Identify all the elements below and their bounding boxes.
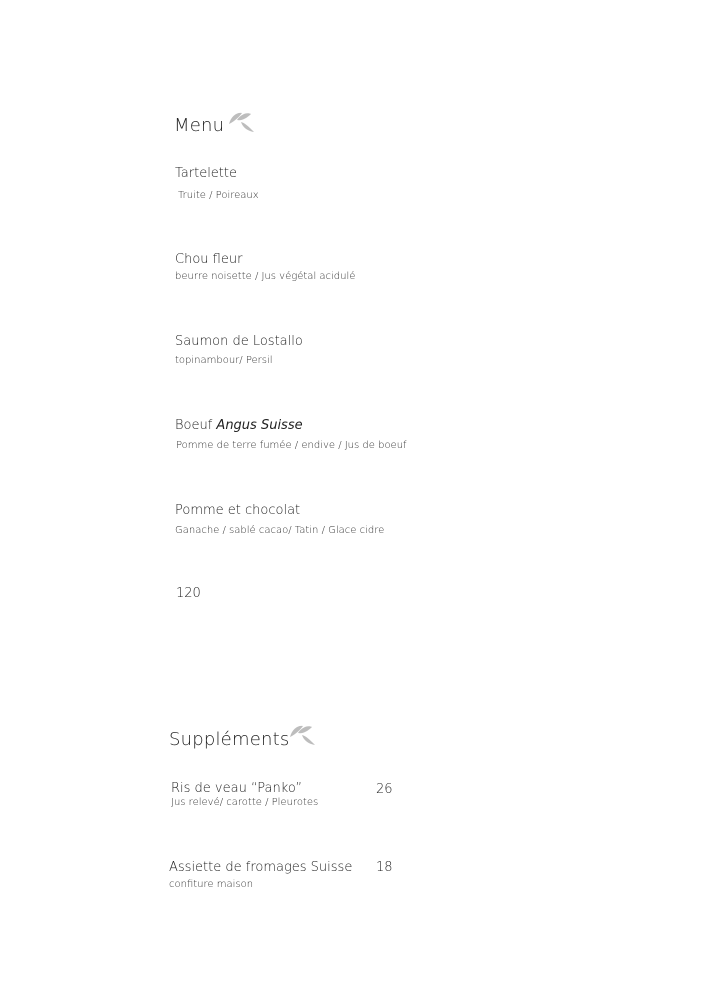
- dish-description: topinambour/ Persil: [175, 355, 273, 366]
- menu-title: Menu: [174, 115, 225, 136]
- dish-name: Pomme et chocolat: [175, 503, 301, 518]
- dish-name-main: Boeuf: [175, 418, 213, 433]
- dish-name-emphasis: Angus Suisse: [216, 418, 303, 433]
- supplement-name: Assiette de fromages Suisse: [169, 860, 353, 875]
- dish-description: beurre noisette / Jus végétal acidulé: [175, 271, 356, 282]
- dish-name: Chou fleur: [175, 252, 243, 267]
- supplement-price: 18: [376, 860, 393, 875]
- supplement-name: Ris de veau “Panko”: [171, 781, 303, 796]
- leaf-icon: [288, 723, 318, 747]
- dish-name: Saumon de Lostallo: [175, 334, 303, 349]
- supplement-description: confiture maison: [169, 879, 254, 890]
- dish-description: Truite / Poireaux: [178, 190, 259, 201]
- supplement-price: 26: [376, 782, 393, 797]
- dish-description: Ganache / sablé cacao/ Tatin / Glace cidre: [175, 525, 385, 536]
- supplement-description: Jus relevé/ carotte / Pleurotes: [171, 797, 319, 808]
- dish-name: [175, 418, 303, 433]
- leaf-icon: [227, 110, 257, 134]
- dish-description: Pomme de terre fumée / endive / Jus de boeuf: [176, 440, 407, 451]
- supplements-title: Suppléments: [169, 729, 290, 750]
- dish-name: Tartelette: [175, 166, 237, 181]
- menu-price: 120: [176, 586, 201, 601]
